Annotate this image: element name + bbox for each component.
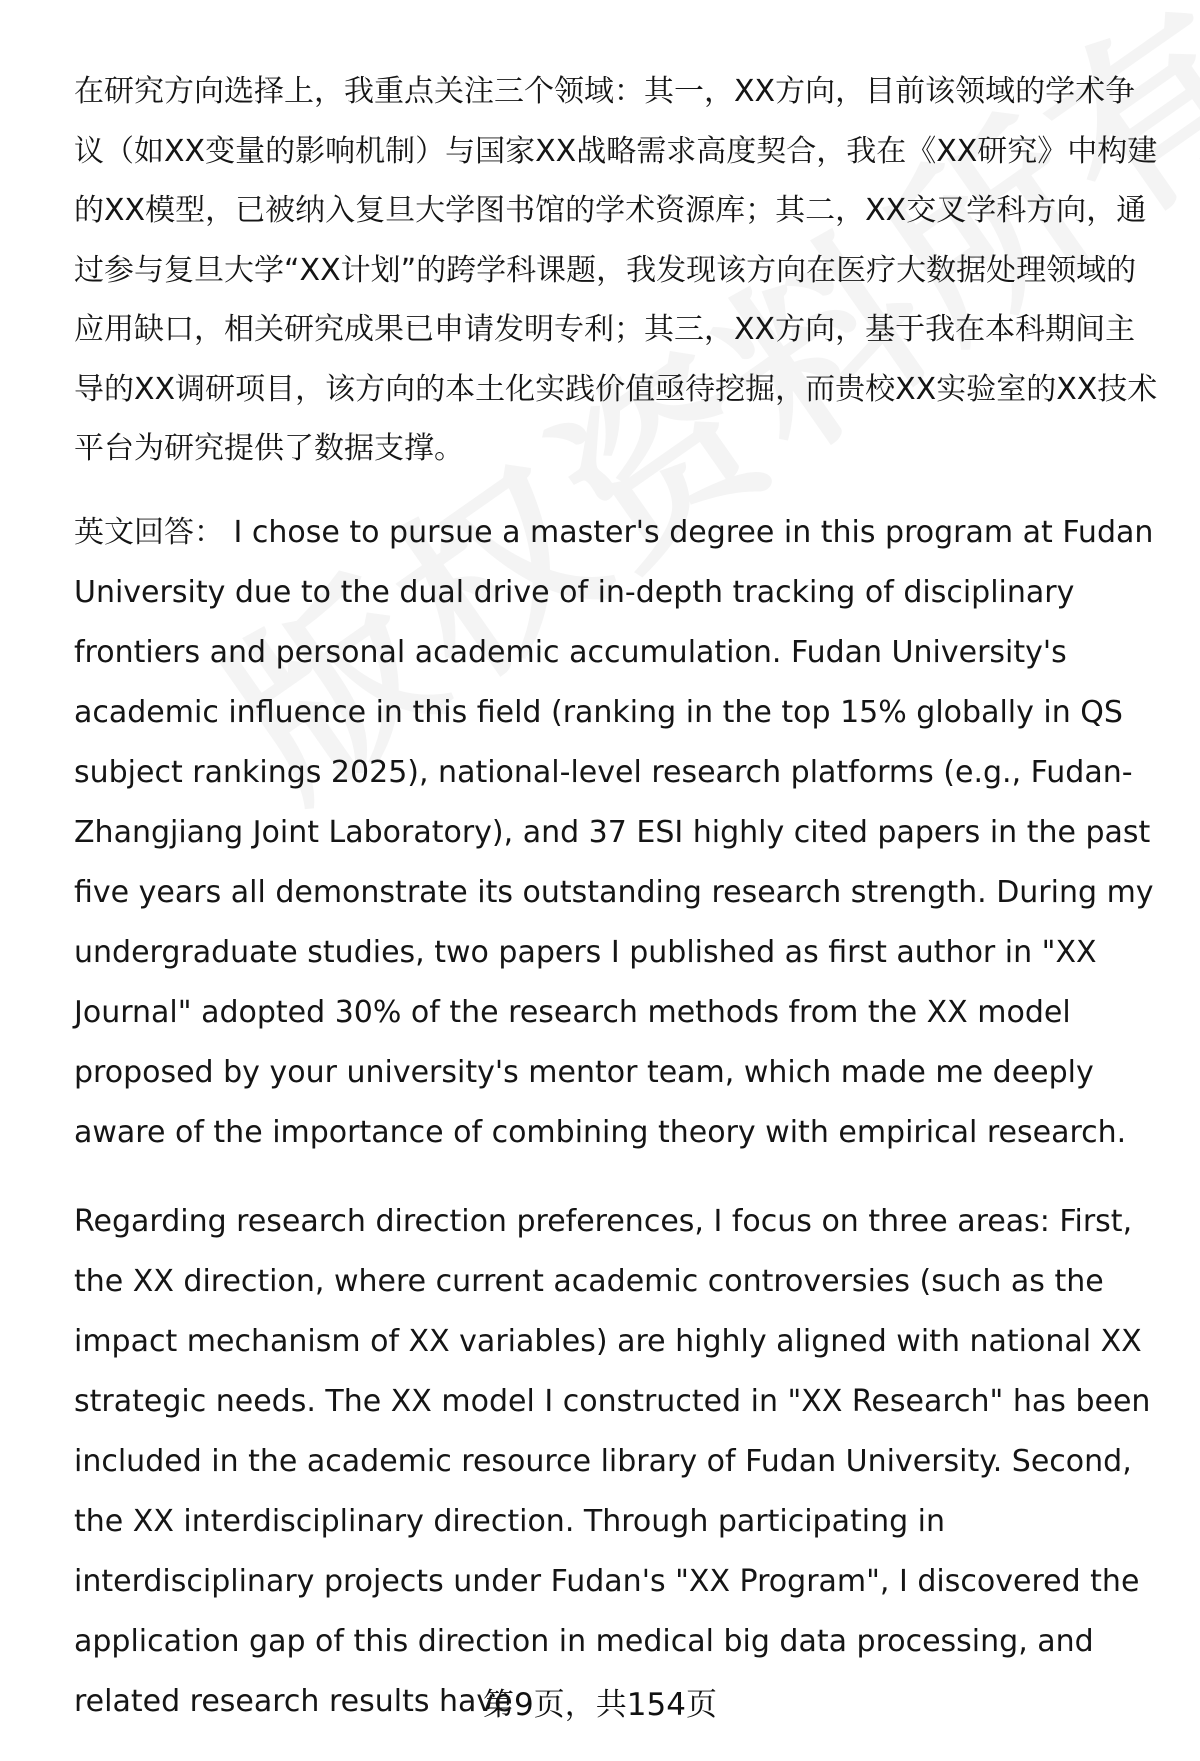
paragraph-research-directions-en: Regarding research direction preferences, I focus on three areas: First, the XX direction, where current academic controversies (such as the impact mechanism of XX variables) are highly aligned with national XX strategic needs. The XX model I constructed in "XX Research" has been included in the academic resource library of Fudan University. Second, the XX interdisciplinary direction. Through participating in interdisciplinary projects under Fudan's "XX Program", I discovered the application gap of this direction in medical big data processing, and related research results have <box>74 1203 1151 1719</box>
page-number-footer: 第9页，共154页 <box>483 1687 717 1723</box>
paragraph-english-answer: 英文回答： I chose to pursue a master's degree in this program at Fudan University due to the dual drive of in-depth tracking of disciplinary frontiers and personal academic accumulation. Fudan University's academic influence in this field (ranking in the top 15% globally in QS subject rankings 2025), national-level research platforms (e.g., Fudan-Zhangjiang Joint Laboratory), and 37 ESI highly cited papers in the past five years all demonstrate its outstanding research strength. During my undergraduate studies, two papers I published as first author in "XX Journal" adopted 30% of the research methods from the XX model proposed by your university's mentor team, which made me deeply aware of the importance of combining theory with empirical research. <box>74 514 1154 1150</box>
paragraph-research-directions-zh: 在研究方向选择上，我重点关注三个领域：其一，XX方向，目前该领域的学术争议（如XX变量的影响机制）与国家XX战略需求高度契合，我在《XX研究》中构建的XX模型，已被纳入复旦大学图书馆的学术资源库；其二，XX交叉学科方向，通过参与复旦大学“XX计划”的跨学科课题，我发现该方向在医疗大数据处理领域的应用缺口，相关研究成果已申请发明专利；其三，XX方向，基于我在本科期间主导的XX调研项目，该方向的本土化实践价值亟待挖掘，而贵校XX实验室的XX技术平台为研究提供了数据支撑。 <box>74 74 1158 466</box>
document-body <box>74 62 1159 1761</box>
